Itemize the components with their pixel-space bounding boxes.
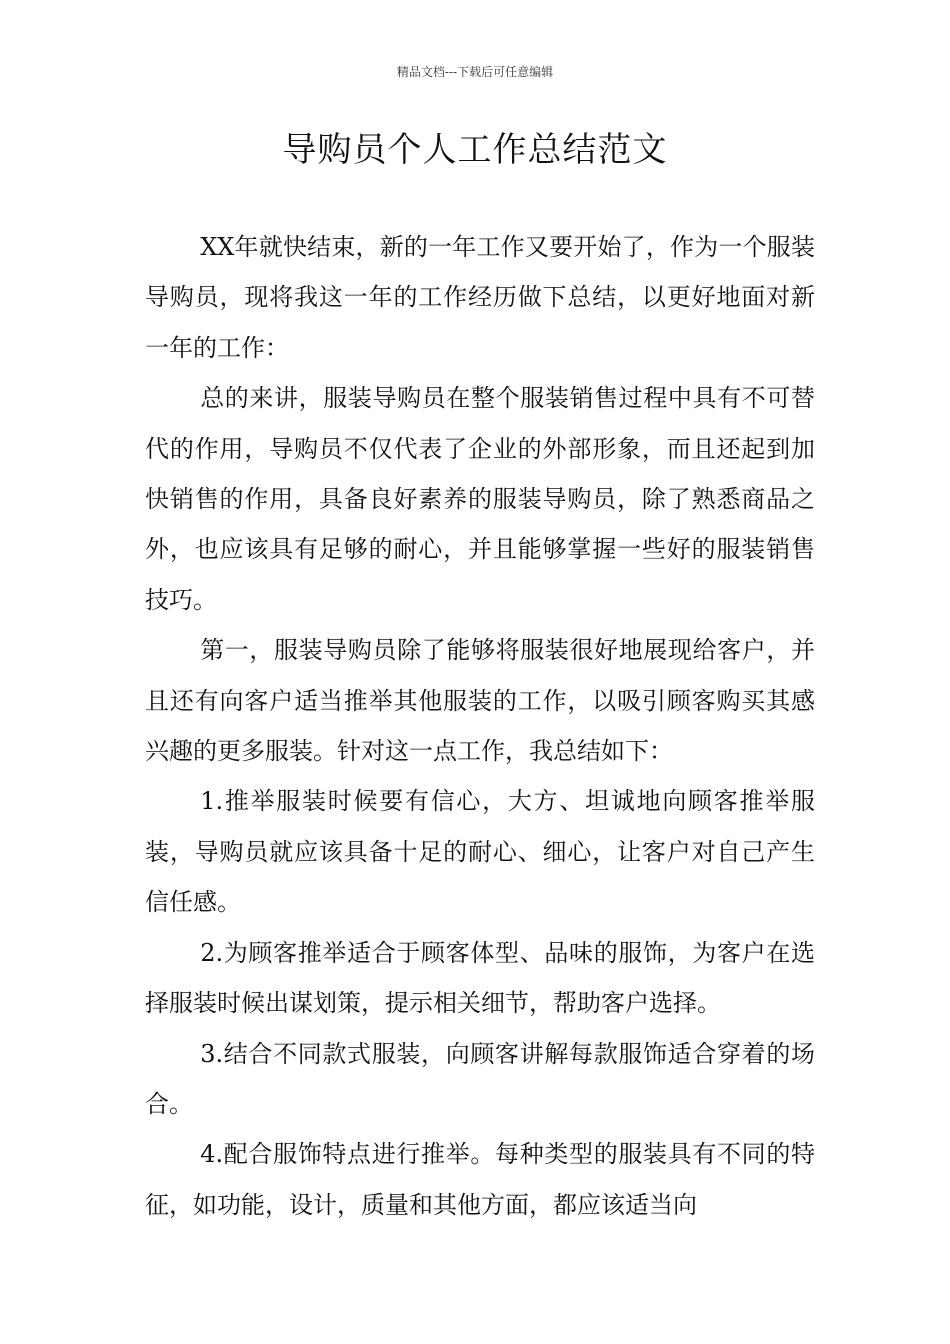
list-item-2: 2.为顾客推举适合于顾客体型、品味的服饰，为客户在选择服装时候出谋划策，提示相关细节，帮助客户选择。 [145, 938, 815, 1018]
list-item-3: 3.结合不同款式服装，向顾客讲解每款服饰适合穿着的场合。 [145, 1039, 815, 1118]
paragraph-first-point: 第一，服装导购员除了能够将服装很好地展现给客户，并且还有向客户适当推举其他服装的工作，以吸引顾客购买其感兴趣的更多服装。针对这一点工作，我总结如下： [145, 636, 815, 766]
paragraph-intro: XX年就快结束，新的一年工作又要开始了，作为一个服装导购员，现将我这一年的工作经历做下总结，以更好地面对新一年的工作： [145, 233, 815, 362]
document-title: 导购员个人工作总结范文 [282, 130, 668, 170]
list-item-1: 1.推举服装时候要有信心，大方、坦诚地向顾客推举服装，导购员就应该具备十足的耐心、细心，让客户对自己产生信任感。 [145, 787, 815, 917]
header-note: 精品文档---下载后可任意编辑 [396, 65, 554, 79]
paragraph-overview: 总的来讲，服装导购员在整个服装销售过程中具有不可替代的作用，导购员不仅代表了企业的外部形象，而且还起到加快销售的作用，具备良好素养的服装导购员，除了熟悉商品之外，也应该具有足够的耐心，并且能够掌握一些好的服装销售技巧。 [145, 384, 815, 614]
list-item-4: 4.配合服饰特点进行推举。每种类型的服装具有不同的特征，如功能，设计，质量和其他方面，都应该适当向 [145, 1140, 815, 1219]
document-body [145, 222, 815, 1230]
